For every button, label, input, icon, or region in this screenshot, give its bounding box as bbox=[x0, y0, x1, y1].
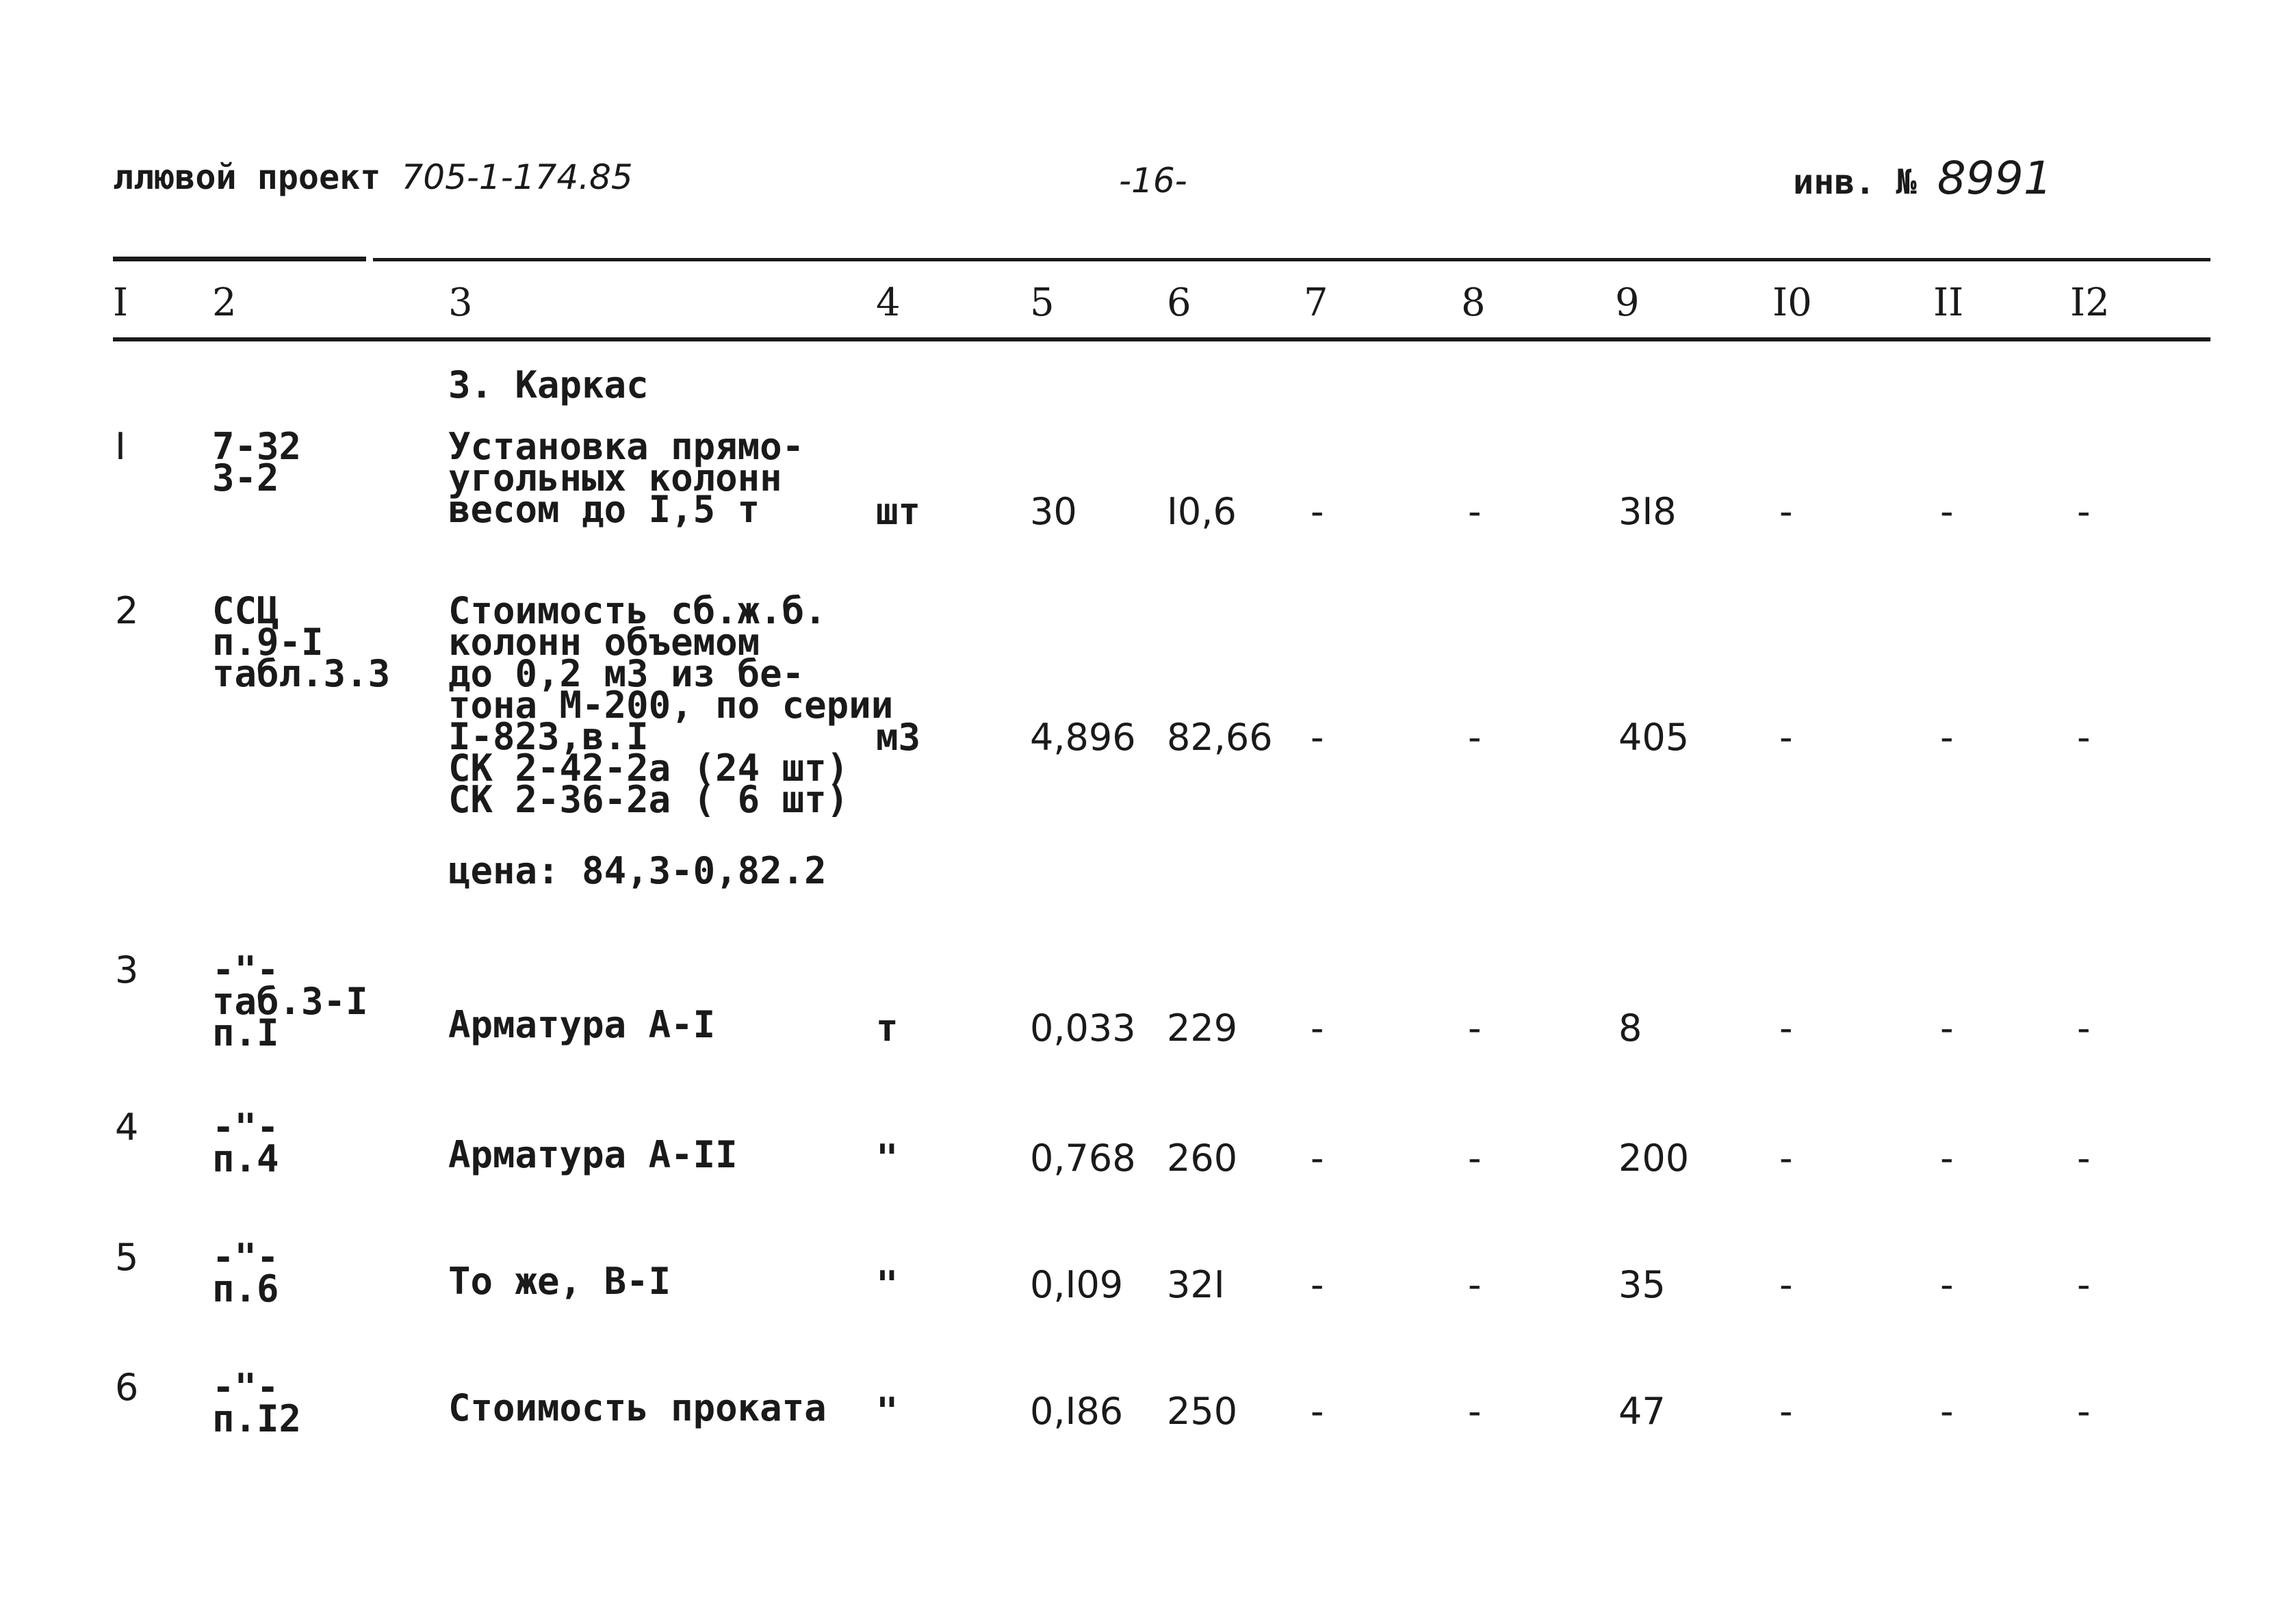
col11-cell: - bbox=[1940, 1263, 1954, 1306]
row-number: 4 bbox=[115, 1106, 139, 1149]
norm-code-line: -"- bbox=[212, 1236, 279, 1279]
norm-code-line: п.4 bbox=[212, 1137, 279, 1180]
col12-cell: - bbox=[2077, 1007, 2091, 1050]
norm-code-line: 3-2 bbox=[212, 456, 279, 500]
norm-code-line: п.6 bbox=[212, 1267, 279, 1310]
norm-code bbox=[212, 1236, 279, 1310]
work-description bbox=[448, 1386, 827, 1429]
description-line: до 0,2 м3 из бе- bbox=[448, 652, 805, 695]
column-number-4: 4 bbox=[876, 281, 901, 325]
page-number: -16- bbox=[1119, 161, 1187, 200]
column-number-5: 5 bbox=[1030, 281, 1055, 325]
header-rule bbox=[113, 337, 2210, 341]
norm-code-line: табл.3.3 bbox=[212, 652, 391, 695]
col7-cell: - bbox=[1311, 1263, 1324, 1306]
price-cell: 260 bbox=[1167, 1137, 1238, 1180]
total-cell: 200 bbox=[1618, 1137, 1690, 1180]
quantity-cell: 30 bbox=[1030, 490, 1077, 533]
col10-cell: - bbox=[1779, 1263, 1793, 1306]
work-description bbox=[448, 1003, 716, 1046]
norm-code-line: -"- bbox=[212, 948, 279, 991]
price-cell: 32I bbox=[1167, 1263, 1225, 1306]
row-number: 6 bbox=[115, 1366, 139, 1409]
unit-cell: " bbox=[876, 1390, 899, 1433]
top-rule-right bbox=[373, 258, 2210, 261]
col12-cell: - bbox=[2077, 1390, 2091, 1433]
quantity-cell: 0,I86 bbox=[1030, 1390, 1124, 1433]
col10-cell: - bbox=[1779, 1137, 1793, 1180]
row-number: 5 bbox=[115, 1236, 139, 1279]
col8-cell: - bbox=[1468, 490, 1482, 533]
column-number-7: 7 bbox=[1304, 281, 1328, 325]
column-number-1: I bbox=[113, 281, 129, 325]
norm-code-line: -"- bbox=[212, 1366, 279, 1409]
description-line: тона М-200, по серии bbox=[448, 684, 894, 727]
norm-code-line: 7-32 bbox=[212, 425, 302, 468]
inv-number: 8991 bbox=[1937, 152, 2052, 205]
inv-label: инв. № bbox=[1793, 162, 1917, 202]
col11-cell: - bbox=[1940, 490, 1954, 533]
description-line: весом до I,5 т bbox=[448, 488, 760, 531]
column-number-2: 2 bbox=[212, 281, 237, 325]
description-line: Арматура А-II bbox=[448, 1133, 738, 1176]
column-number-3: 3 bbox=[448, 281, 473, 325]
col12-cell: - bbox=[2077, 1263, 2091, 1306]
description-line: колонн объемом bbox=[448, 621, 760, 664]
quantity-cell: 0,768 bbox=[1030, 1137, 1136, 1180]
column-number-8: 8 bbox=[1461, 281, 1486, 325]
work-description bbox=[448, 1260, 671, 1303]
price-cell: I0,6 bbox=[1167, 490, 1237, 533]
quantity-cell: 0,I09 bbox=[1030, 1263, 1124, 1306]
norm-code-line: ССЦ bbox=[212, 589, 279, 632]
col8-cell: - bbox=[1468, 1263, 1482, 1306]
norm-code-line: п.I bbox=[212, 1011, 279, 1054]
norm-code bbox=[212, 1366, 302, 1440]
project-prefix: ллювой проект bbox=[113, 157, 381, 197]
unit-cell: " bbox=[876, 1263, 899, 1306]
column-number-6: 6 bbox=[1167, 281, 1191, 325]
total-cell: 3I8 bbox=[1618, 490, 1677, 533]
column-number-9: 9 bbox=[1615, 281, 1640, 325]
description-line: угольных колонн bbox=[448, 456, 782, 500]
col7-cell: - bbox=[1311, 716, 1324, 759]
quantity-cell: 0,033 bbox=[1030, 1007, 1136, 1050]
total-cell: 8 bbox=[1618, 1007, 1642, 1050]
unit-cell: " bbox=[876, 1137, 899, 1180]
col8-cell: - bbox=[1468, 1137, 1482, 1180]
description-line: Арматура А-I bbox=[448, 1003, 716, 1046]
description-line: СК 2-36-2а ( 6 шт) bbox=[448, 778, 849, 821]
column-number-11: II bbox=[1933, 281, 1964, 325]
col7-cell: - bbox=[1311, 490, 1324, 533]
total-cell: 405 bbox=[1618, 716, 1690, 759]
description-line: То же, В-I bbox=[448, 1260, 671, 1303]
quantity-cell: 4,896 bbox=[1030, 716, 1136, 759]
col11-cell: - bbox=[1940, 1007, 1954, 1050]
col8-cell: - bbox=[1468, 1390, 1482, 1433]
work-description bbox=[448, 425, 805, 531]
norm-code-line: п.I2 bbox=[212, 1397, 302, 1440]
col11-cell: - bbox=[1940, 716, 1954, 759]
description-line: Установка прямо- bbox=[448, 425, 805, 468]
price-cell: 229 bbox=[1167, 1007, 1238, 1050]
description-line: Стоимость сб.ж.б. bbox=[448, 589, 827, 632]
col10-cell: - bbox=[1779, 716, 1793, 759]
col8-cell: - bbox=[1468, 716, 1482, 759]
norm-code bbox=[212, 948, 368, 1054]
norm-code-line: п.9-I bbox=[212, 621, 324, 664]
project-number: 705-1-174.85 bbox=[401, 157, 633, 197]
section-title: 3. Каркас bbox=[448, 363, 649, 406]
col8-cell: - bbox=[1468, 1007, 1482, 1050]
norm-code-line: -"- bbox=[212, 1106, 279, 1149]
row-number: I bbox=[115, 425, 126, 468]
description-line: СК 2-42-2а (24 шт) bbox=[448, 747, 849, 790]
col7-cell: - bbox=[1311, 1137, 1324, 1180]
description-line: I-823,в.I bbox=[448, 715, 649, 758]
work-description bbox=[448, 1133, 738, 1176]
col12-cell: - bbox=[2077, 716, 2091, 759]
description-line: Стоимость проката bbox=[448, 1386, 827, 1429]
unit-cell: т bbox=[876, 1007, 899, 1050]
inventory-label bbox=[1793, 152, 2052, 205]
project-label bbox=[113, 157, 633, 197]
unit-cell: м3 bbox=[876, 716, 921, 759]
total-cell: 47 bbox=[1618, 1390, 1666, 1433]
row-number: 2 bbox=[115, 589, 139, 632]
norm-code bbox=[212, 589, 391, 695]
total-cell: 35 bbox=[1618, 1263, 1666, 1306]
unit-cell: шт bbox=[876, 490, 921, 533]
work-description bbox=[448, 589, 894, 821]
price-cell: 82,66 bbox=[1167, 716, 1273, 759]
col11-cell: - bbox=[1940, 1390, 1954, 1433]
norm-code-line: таб.3-I bbox=[212, 980, 368, 1023]
column-number-10: I0 bbox=[1772, 281, 1812, 325]
norm-code bbox=[212, 425, 302, 500]
row-number: 3 bbox=[115, 948, 139, 991]
col10-cell: - bbox=[1779, 490, 1793, 533]
norm-code bbox=[212, 1106, 279, 1180]
col10-cell: - bbox=[1779, 1390, 1793, 1433]
column-number-12: I2 bbox=[2070, 281, 2110, 325]
col11-cell: - bbox=[1940, 1137, 1954, 1180]
col12-cell: - bbox=[2077, 1137, 2091, 1180]
col10-cell: - bbox=[1779, 1007, 1793, 1050]
col7-cell: - bbox=[1311, 1007, 1324, 1050]
price-note: цена: 84,3-0,82.2 bbox=[448, 849, 827, 892]
col7-cell: - bbox=[1311, 1390, 1324, 1433]
top-rule-left bbox=[113, 257, 366, 261]
price-cell: 250 bbox=[1167, 1390, 1238, 1433]
col12-cell: - bbox=[2077, 490, 2091, 533]
